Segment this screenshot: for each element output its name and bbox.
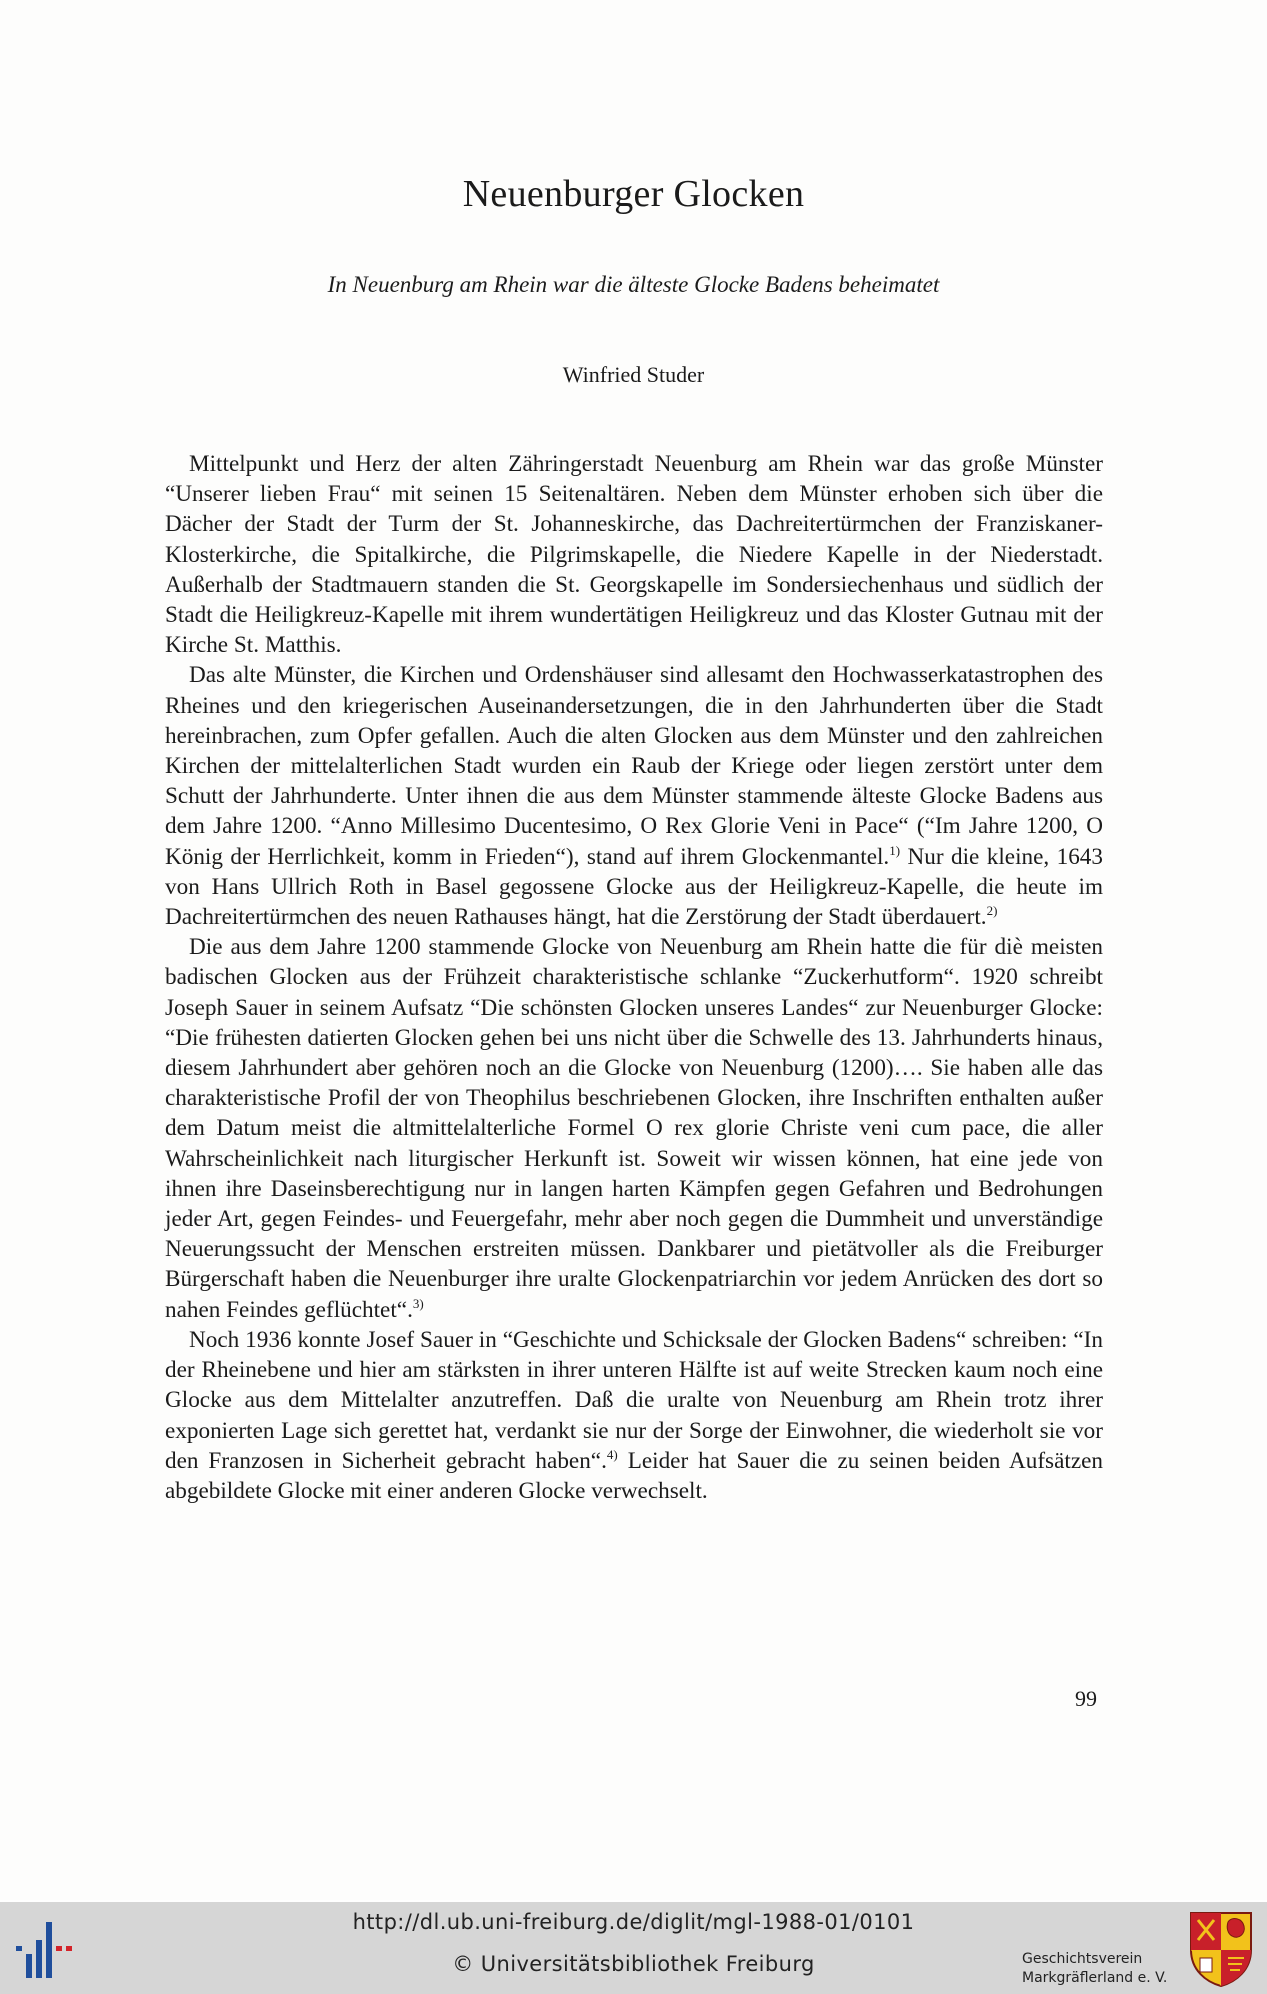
paragraph-text: Noch 1936 konnte Josef Sauer in “Geschichte und Schicksale der Glocken Badens“ schreiben: “In der Rheinebene und hier am stärksten in ihrer unteren Hälfte ist auf weite Strecken kaum noch eine Glocke aus dem Mittelalter anzutreffen. Daß die uralte von Neuenburg am Rhein trotz ihrer exponierten Lage sich gerettet hat, verdankt sie nur der Sorge der Einwohner, die wiederholt sie vor den Franzosen in Sicherheit gebracht haben“.	[165, 1326, 1103, 1474]
society-name-line: Markgräflerland e. V.	[1022, 1970, 1168, 1986]
footer-url-link[interactable]: http://dl.ub.uni-freiburg.de/diglit/mgl-1988-01/0101	[352, 1910, 915, 1934]
paragraph-text: Das alte Münster, die Kirchen und Ordenshäuser sind allesamt den Hochwasserkatastrophen des Rheines und den kriegerischen Auseinandersetzungen, die in den Jahrhunderten über die Stadt hereinbrachen, zum Opfer gefallen. Auch die alten Glocken aus dem Münster und den zahlreichen Kirchen der mittelalterlichen Stadt wurden ein Raub der Kriege oder liegen zerstört unter dem Schutt der Jahrhunderte. Unter ihnen die aus dem Münster stammende älteste Glocke Badens aus dem Jahre 1200. “Anno Millesimo Ducentesimo, O Rex Glorie Veni in Pace“ (“Im Jahre 1200, O König der Herrlichkeit, komm in Frieden“), stand auf ihrem Glockenmantel.	[165, 662, 1103, 870]
footer-copyright: © Universitätsbibliothek Freiburg	[452, 1952, 815, 1976]
paragraph-text: Leider hat Sauer die zu seinen beiden Aufsätzen abgebildete Glocke mit einer anderen Glocke verwechselt.	[165, 1447, 1103, 1504]
article-subtitle: In Neuenburg am Rhein war die älteste Glocke Badens beheimatet	[327, 272, 940, 297]
article-author: Winfried Studer	[562, 362, 705, 387]
paragraph-4	[165, 1325, 1103, 1506]
paragraph-text: Nur die kleine, 1643 von Hans Ullrich Roth in Basel gegossene Glocke aus der Heiligkreuz-Kapelle, die heute im Dachreitertürmchen des neuen Rathauses hängt, hat die Zerstörung der Stadt überdauert.	[165, 843, 1103, 931]
society-name-line: Geschichtsverein	[1022, 1951, 1143, 1967]
paragraph-1	[165, 449, 1103, 660]
paragraph-3	[165, 932, 1103, 1325]
page-number: 99	[1075, 1686, 1097, 1711]
footnote-ref[interactable]: 3)	[412, 1295, 424, 1311]
paragraph-2	[165, 660, 1103, 932]
paragraph-text: Mittelpunkt und Herz der alten Zähringerstadt Neuenburg am Rhein war das große Münster “Unserer lieben Frau“ mit seinen 15 Seitenaltären. Neben dem Münster erhoben sich über die Dächer der Stadt der Turm der St. Johanneskirche, das Dachreitertürmchen der Franziskaner-Klosterkirche, die Spitalkirche, die Pilgrimskapelle, die Niedere Kapelle in der Niederstadt. Außerhalb der Stadtmauern standen die St. Georgskapelle im Sondersiechenhaus und südlich der Stadt die Heiligkreuz-Kapelle mit ihrem wundertätigen Heiligkreuz und das Kloster Gutnau mit der Kirche St. Matthis.	[165, 451, 1103, 659]
paragraph-text: Die aus dem Jahre 1200 stammende Glocke von Neuenburg am Rhein hatte die für diè meisten badischen Glocken aus der Frühzeit charakteristische schlanke “Zuckerhutform“. 1920 schreibt Joseph Sauer in seinem Aufsatz “Die schönsten Glocken unseres Landes“ zur Neuenburger Glocke: “Die frühesten datierten Glocken gehen bei uns nicht über die Schwelle des 13. Jahrhunderts hinaus, diesem Jahrhundert aber gehören noch an die Glocke von Neuenburg (1200)…. Sie haben alle das charakteristische Profil der von Theophilus beschriebenen Glocken, ihre Inschriften enthalten außer dem Datum meist die altmittelalterliche Formel O rex glorie Christe veni cum pace, die aller Wahrscheinlichkeit nach liturgischer Herkunft ist. Soweit wir wissen können, hat eine jede von ihnen ihre Daseinsberechtigung nur in langen harten Kämpfen gegen Gefahren und Bedrohungen jeder Art, gegen Feindes- und Feuergefahr, mehr aber noch gegen die Dummheit und unverständige Neuerungssucht der Menschen erstreiten müssen. Dankbarer und pietätvoller als die Freiburger Bürgerschaft haben die Neuenburger ihre uralte Glockenpatriarchin vor jedem Anrücken des dort so nahen Feindes geflüchtet“.	[165, 934, 1103, 1323]
coat-of-arms-icon[interactable]	[1188, 1910, 1254, 1988]
footnote-ref[interactable]: 2)	[986, 903, 998, 919]
footnote-ref[interactable]: 1)	[889, 842, 901, 858]
footnote-ref[interactable]: 4)	[606, 1446, 618, 1462]
footer-bar	[0, 1902, 1267, 1994]
society-name	[1022, 1950, 1167, 1988]
article-title: Neuenburger Glocken	[462, 173, 805, 215]
article-body	[165, 449, 1103, 1506]
